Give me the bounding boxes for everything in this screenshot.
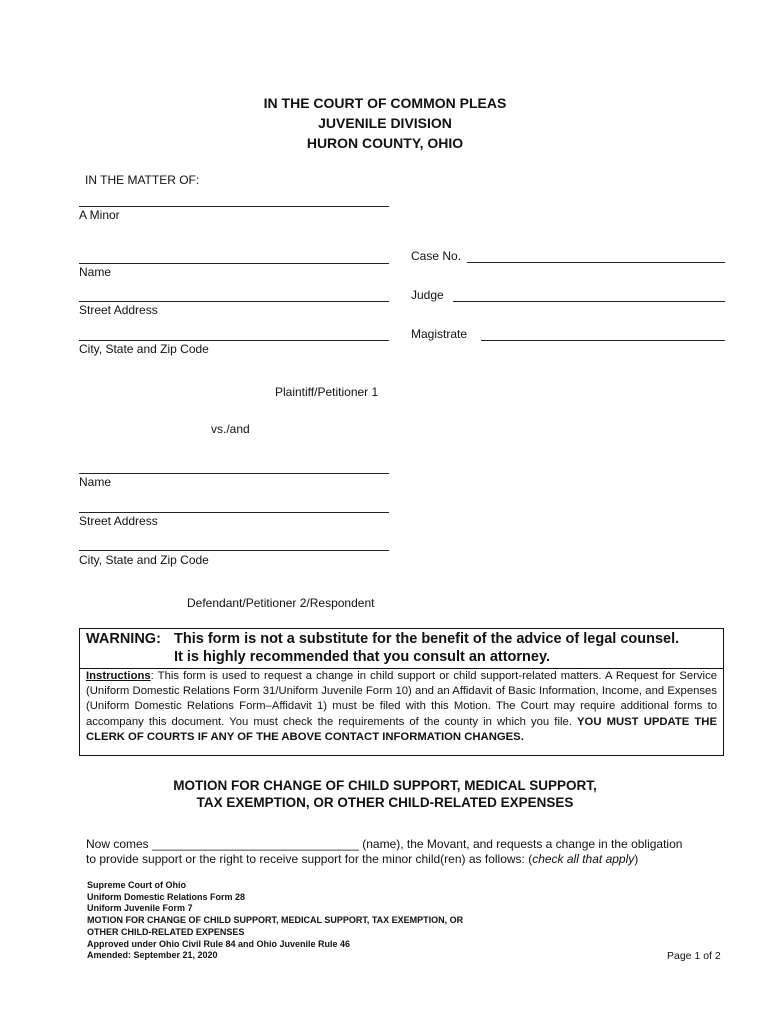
- now-comes-line: Now comes _______________________________ (name), the Movant, and requests a change in the obligation: [86, 837, 683, 851]
- footer-line-1: Supreme Court of Ohio: [87, 880, 186, 890]
- obligation-line: [86, 851, 638, 867]
- warning-header: [80, 629, 723, 669]
- party1-city-line[interactable]: [79, 340, 389, 341]
- check-all-note: check all that apply: [532, 852, 635, 866]
- party2-city-label: City, State and Zip Code: [79, 553, 209, 567]
- motion-title-line-2: TAX EXEMPTION, OR OTHER CHILD-RELATED EXPENSES: [196, 795, 574, 810]
- court-county: HURON COUNTY, OHIO: [306, 135, 464, 151]
- party1-city-label: City, State and Zip Code: [79, 342, 209, 356]
- warning-box: [79, 628, 724, 756]
- party2-street-line[interactable]: [79, 512, 389, 513]
- footer-line-7: Amended: September 21, 2020: [87, 950, 218, 961]
- footer-line-4: MOTION FOR CHANGE OF CHILD SUPPORT, MEDICAL SUPPORT, TAX EXEMPTION, OR: [87, 915, 464, 926]
- in-the-matter-label: IN THE MATTER OF:: [85, 173, 200, 187]
- warning-line-1: This form is not a substitute for the benefit of the advice of legal counsel.: [174, 631, 680, 647]
- magistrate-label: Magistrate: [411, 327, 468, 341]
- instructions-bold-notice: YOU MUST UPDATE THE CLERK OF COURTS IF ANY OF THE ABOVE CONTACT INFORMATION CHANGES.: [86, 715, 717, 743]
- party2-street-label: Street Address: [79, 514, 158, 528]
- instructions-body: : This form is used to request a change in child support or child support-related matters. A Request for Service (Uniform Domestic Relations Form 31/Uniform Juvenile Form 10) and an Affidavit of Basic Information, Income, and Expenses (Uniform Domestic Relations Form–Affidavit 1) must be filed with this Motion. The Court may require additional forms to accompany this document. You must check the requirements of the county in which you file.: [86, 670, 717, 728]
- page-number: Page 1 of 2: [667, 950, 721, 962]
- judge-label: Judge: [411, 288, 444, 302]
- warning-line-2: It is highly recommended that you consult an attorney.: [174, 649, 550, 665]
- party2-city-line[interactable]: [79, 550, 389, 551]
- footer-line-6: Approved under Ohio Civil Rule 84 and Ohio Juvenile Rule 46: [87, 938, 351, 949]
- obligation-close: ): [634, 852, 639, 866]
- minor-name-line[interactable]: [79, 206, 389, 207]
- party1-name-label: Name: [79, 265, 112, 279]
- party1-role-label: Plaintiff/Petitioner 1: [275, 385, 379, 399]
- vs-label: vs./and: [211, 422, 250, 436]
- instructions-label: Instructions: [86, 670, 151, 682]
- motion-title-line-1: MOTION FOR CHANGE OF CHILD SUPPORT, MEDICAL SUPPORT,: [173, 778, 597, 793]
- obligation-text: to provide support or the right to receive support for the minor child(ren) as follows: (: [86, 852, 533, 866]
- party2-role-label: Defendant/Petitioner 2/Respondent: [187, 596, 375, 610]
- judge-line[interactable]: [453, 301, 725, 302]
- footer-line-5: OTHER CHILD-RELATED EXPENSES: [87, 926, 245, 937]
- footer-line-3: Uniform Juvenile Form 7: [87, 903, 193, 914]
- magistrate-line[interactable]: [481, 340, 725, 341]
- party1-name-line[interactable]: [79, 263, 389, 264]
- party1-street-line[interactable]: [79, 301, 389, 302]
- warning-word: WARNING:: [86, 631, 161, 647]
- court-name: IN THE COURT OF COMMON PLEAS: [263, 95, 507, 111]
- instructions-text: [86, 669, 717, 745]
- case-no-line[interactable]: [467, 262, 725, 263]
- party1-street-label: Street Address: [79, 303, 158, 317]
- footer-line-2: Uniform Domestic Relations Form 28: [87, 891, 246, 902]
- footer-block: [87, 880, 463, 962]
- case-no-label: Case No.: [411, 249, 462, 263]
- court-division: JUVENILE DIVISION: [318, 115, 452, 131]
- a-minor-label: A Minor: [79, 208, 120, 222]
- party2-name-line[interactable]: [79, 473, 389, 474]
- party2-name-label: Name: [79, 475, 112, 489]
